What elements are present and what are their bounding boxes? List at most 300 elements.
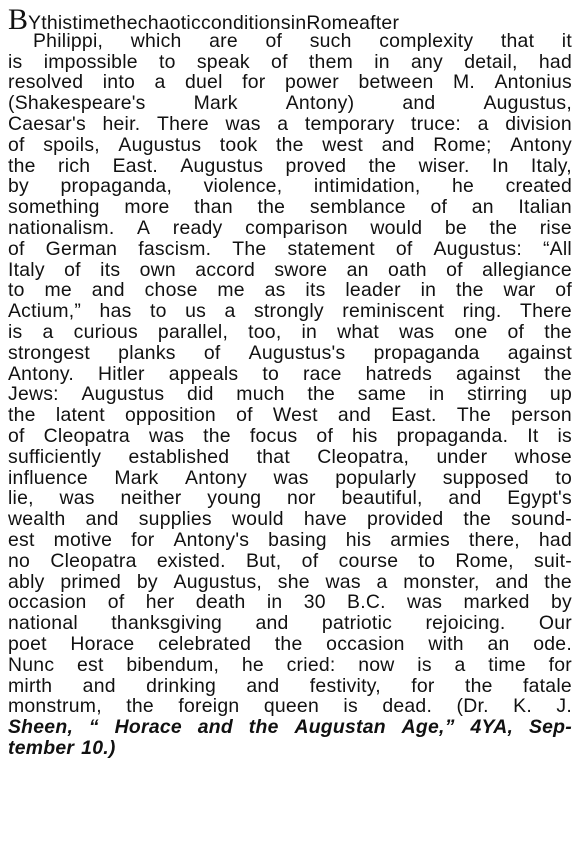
word: proved — [285, 154, 347, 177]
word: no — [8, 549, 31, 572]
word: resolved — [8, 71, 84, 94]
word: Sep- — [528, 716, 572, 739]
text-line-18 — [8, 364, 572, 385]
word: he — [241, 653, 264, 676]
word: to — [159, 50, 176, 73]
word: conditions — [200, 12, 291, 34]
word: an — [487, 632, 510, 655]
word: stirring — [467, 383, 528, 406]
word: (Dr. — [456, 695, 489, 718]
word: west — [322, 133, 364, 156]
word: in — [266, 591, 283, 614]
word: too, — [248, 320, 282, 343]
word: of — [507, 320, 525, 343]
word: Antonius — [494, 71, 572, 94]
word: them — [308, 50, 354, 73]
word: strongly — [253, 300, 324, 323]
word: ready — [172, 216, 223, 239]
word: lie, — [8, 487, 34, 510]
word: occasion — [326, 632, 405, 655]
word: chose — [144, 279, 198, 302]
word: K. — [513, 695, 532, 718]
word: fascism. — [138, 237, 212, 260]
word: of — [8, 133, 25, 156]
word: did — [187, 383, 214, 406]
word: rise — [539, 216, 572, 239]
word: the — [203, 424, 231, 447]
word: than — [194, 196, 233, 219]
word: primed — [60, 570, 122, 593]
word: the — [126, 695, 154, 718]
word: supposed — [442, 466, 529, 489]
word: the — [368, 154, 397, 177]
word: sufficiently — [8, 445, 102, 468]
word: planks — [118, 341, 176, 364]
word: “ — [88, 716, 99, 739]
word: ably — [8, 570, 45, 593]
word: Augustus — [118, 133, 202, 156]
drop-cap: B — [8, 3, 29, 36]
word: against — [507, 341, 572, 364]
word: Italy, — [530, 154, 572, 177]
word: and — [197, 716, 233, 739]
word: Italy — [8, 258, 45, 281]
word: semblance — [309, 196, 406, 219]
word: the — [8, 404, 36, 427]
word: what — [337, 320, 380, 343]
word: Antony — [185, 466, 247, 489]
word: the — [275, 133, 304, 156]
word: But, — [245, 549, 282, 572]
word: Cleopatra — [50, 549, 137, 572]
word: swore — [274, 258, 328, 281]
word: est — [8, 528, 35, 551]
word: up — [549, 383, 572, 406]
word: a — [224, 300, 236, 323]
word: fatale — [522, 674, 572, 697]
word: curious — [73, 320, 138, 343]
word: Actium,” — [8, 300, 82, 323]
word: Age,” — [401, 716, 455, 739]
word: that — [256, 445, 290, 468]
word: it — [561, 29, 572, 52]
word: comparison — [245, 216, 348, 239]
word: time — [72, 12, 111, 34]
word: parallel, — [157, 320, 229, 343]
word: chaotic — [137, 12, 201, 34]
word: and — [246, 674, 280, 697]
word: Mark — [114, 466, 159, 489]
word: would — [231, 508, 284, 531]
text-line-22 — [8, 447, 572, 468]
word: such — [309, 29, 352, 52]
word: in — [374, 50, 390, 73]
text-line-34 — [8, 696, 572, 717]
word: into — [102, 71, 136, 94]
word: Augustan — [294, 716, 386, 739]
word: war — [503, 279, 536, 302]
text-line-12 — [8, 239, 572, 260]
word: Augustus — [81, 383, 165, 406]
word: a — [42, 320, 54, 343]
word: Antony) — [285, 92, 355, 115]
text-line-33 — [8, 676, 572, 697]
word: there, — [468, 528, 520, 551]
word: the — [110, 12, 138, 34]
word: A — [137, 216, 151, 239]
word: with — [428, 632, 464, 655]
word: between — [358, 71, 434, 94]
text-line-15 — [8, 301, 572, 322]
word: which — [130, 29, 182, 52]
word: thanksgiving — [111, 612, 223, 635]
word: her — [145, 591, 175, 614]
word: the — [463, 508, 492, 531]
word: oath — [388, 258, 427, 281]
text-line-23 — [8, 468, 572, 489]
word: Hitler — [98, 362, 145, 385]
word: of — [8, 424, 25, 447]
word: heir. — [102, 112, 141, 135]
word: in — [420, 279, 437, 302]
text-line-36 — [8, 738, 572, 759]
word: would — [370, 216, 423, 239]
word: Mark — [193, 92, 238, 115]
word: now — [358, 653, 395, 676]
text-line-32 — [8, 655, 572, 676]
word: monster, — [403, 570, 480, 593]
text-line-13 — [8, 260, 572, 281]
word: hatreds — [365, 362, 433, 385]
word: Jews: — [8, 383, 59, 406]
word: after — [359, 12, 400, 34]
text-line-27 — [8, 551, 572, 572]
word: propaganda, — [60, 175, 173, 198]
text-line-28 — [8, 572, 572, 593]
word: and — [85, 508, 119, 531]
word: in — [428, 383, 445, 406]
word: bibendum, — [126, 653, 220, 676]
word: Rome; — [433, 133, 492, 156]
text-line-8 — [8, 156, 572, 177]
word: celebrated — [158, 632, 252, 655]
word: propaganda. — [396, 424, 509, 447]
word: his — [352, 424, 378, 447]
word: in — [301, 320, 318, 343]
word: the — [544, 362, 572, 385]
word: had — [538, 50, 572, 73]
word: us — [185, 300, 207, 323]
word: was — [273, 466, 309, 489]
word: an — [346, 258, 369, 281]
word: temporary — [304, 112, 395, 135]
word: own — [139, 258, 176, 281]
word: “All — [542, 237, 572, 260]
word: spoils, — [43, 133, 100, 156]
word: truce: — [411, 112, 462, 135]
word: the — [274, 632, 303, 655]
word: neither — [120, 487, 182, 510]
word: of — [301, 549, 319, 572]
word: against — [455, 362, 521, 385]
text-line-31 — [8, 634, 572, 655]
word: Y — [28, 12, 42, 34]
word: reminiscent — [342, 300, 445, 323]
word: a — [277, 112, 289, 135]
word: cried: — [286, 653, 336, 676]
word: its — [305, 279, 326, 302]
word: accord — [195, 258, 255, 281]
word: this — [41, 12, 73, 34]
word: nationalism. — [8, 216, 115, 239]
word: J. — [556, 695, 572, 718]
word: a — [477, 112, 489, 135]
text-line-3 — [8, 52, 572, 73]
word: basing — [268, 528, 327, 551]
word: 10.) — [81, 736, 116, 759]
word: for — [548, 653, 572, 676]
word: Cleopatra — [43, 424, 130, 447]
word: poet — [8, 632, 47, 655]
text-line-20 — [8, 405, 572, 426]
word: impossible — [43, 50, 138, 73]
word: she — [277, 570, 310, 593]
text-line-35 — [8, 717, 572, 738]
word: strongest — [8, 341, 91, 364]
text-line-1 — [8, 3, 572, 36]
word: of — [107, 591, 125, 614]
word: was — [399, 320, 435, 343]
word: of — [446, 258, 463, 281]
word: festivity, — [309, 674, 381, 697]
word: occasion — [8, 591, 87, 614]
word: of — [8, 237, 25, 260]
word: patriotic — [321, 612, 393, 635]
word: provided — [366, 508, 444, 531]
word: influence — [8, 466, 88, 489]
word: as — [264, 279, 286, 302]
word: are — [209, 29, 238, 52]
word: 4YA, — [470, 716, 514, 739]
word: by — [8, 175, 29, 198]
word: his — [345, 528, 372, 551]
word: detail, — [464, 50, 518, 73]
word: Augustus — [180, 154, 264, 177]
word: of — [203, 341, 221, 364]
article — [8, 3, 572, 759]
word: to — [8, 279, 25, 302]
word: ode. — [533, 632, 572, 655]
word: an — [471, 196, 494, 219]
word: its — [100, 258, 121, 281]
text-line-5 — [8, 93, 572, 114]
text-line-16 — [8, 322, 572, 343]
word: a — [154, 71, 166, 94]
word: wealth — [8, 508, 66, 531]
word: Our — [538, 612, 572, 635]
word: by — [550, 591, 572, 614]
word: was — [407, 591, 443, 614]
word: he — [452, 175, 475, 198]
word: of — [430, 196, 448, 219]
word: division — [505, 112, 572, 135]
word: Augustus, — [483, 92, 572, 115]
word: took — [219, 133, 258, 156]
word: There — [519, 300, 572, 323]
word: East. — [391, 404, 437, 427]
word: of — [265, 29, 283, 52]
text-line-21 — [8, 426, 572, 447]
word: one — [454, 320, 488, 343]
word: me — [217, 279, 245, 302]
word: and — [82, 674, 116, 697]
word: Caesar's — [8, 112, 86, 135]
word: in — [290, 12, 307, 34]
word: mirth — [8, 674, 53, 697]
text-line-24 — [8, 488, 572, 509]
word: Philippi, — [33, 29, 104, 52]
word: the — [257, 196, 286, 219]
word: of — [64, 258, 81, 281]
word: to — [149, 300, 167, 323]
text-line-6 — [8, 114, 572, 135]
word: person — [511, 404, 572, 427]
word: the — [307, 383, 336, 406]
word: is — [8, 320, 23, 343]
word: is — [557, 424, 572, 447]
word: had — [538, 528, 572, 551]
word: that — [500, 29, 535, 52]
word: the — [464, 674, 493, 697]
word: be — [444, 216, 467, 239]
word: of — [395, 237, 413, 260]
word: of — [316, 424, 334, 447]
word: was — [148, 424, 185, 447]
word: German — [45, 237, 118, 260]
word: was — [325, 570, 361, 593]
word: for — [131, 528, 155, 551]
word: B.C. — [347, 591, 386, 614]
word: by — [136, 570, 158, 593]
word: power — [284, 71, 340, 94]
word: and — [255, 612, 289, 635]
word: of — [271, 50, 288, 73]
word: In — [491, 154, 509, 177]
word: the — [8, 154, 36, 177]
word: was — [59, 487, 95, 510]
word: statement — [287, 237, 375, 260]
word: dead. — [382, 695, 433, 718]
word: Rome, — [455, 549, 514, 572]
word: rejoicing. — [425, 612, 506, 635]
word: time — [488, 653, 526, 676]
word: for — [411, 674, 435, 697]
word: Augustus: — [433, 237, 522, 260]
text-line-25 — [8, 509, 572, 530]
word: tember — [8, 736, 75, 759]
word: appeals — [168, 362, 239, 385]
word: to — [555, 466, 572, 489]
word: the — [455, 279, 484, 302]
word: Augustus, — [173, 570, 263, 593]
word: and — [381, 133, 415, 156]
word: Antony — [510, 133, 572, 156]
word: intimidation, — [313, 175, 421, 198]
word: a — [376, 570, 388, 593]
word: race — [302, 362, 342, 385]
word: have — [303, 508, 347, 531]
word: for — [242, 71, 266, 94]
word: me — [44, 279, 72, 302]
word: marked — [463, 591, 530, 614]
text-line-7 — [8, 135, 572, 156]
word: a — [454, 653, 466, 676]
word: more — [124, 196, 170, 219]
word: was — [225, 112, 261, 135]
word: est — [76, 653, 104, 676]
word: Italian — [518, 196, 572, 219]
word: wiser. — [418, 154, 470, 177]
word: much — [236, 383, 285, 406]
word: Augustus's — [248, 341, 346, 364]
word: West — [272, 404, 318, 427]
word: the — [248, 716, 279, 739]
word: and — [402, 92, 436, 115]
word: rich — [58, 154, 91, 177]
word: suit- — [534, 549, 572, 572]
word: leader — [345, 279, 401, 302]
word: to — [262, 362, 279, 385]
word: M. — [452, 71, 476, 94]
word: death — [195, 591, 246, 614]
word: allegiance — [482, 258, 572, 281]
word: complexity — [379, 29, 474, 52]
word: propaganda — [373, 341, 480, 364]
word: and — [91, 279, 125, 302]
word: something — [8, 196, 100, 219]
word: and — [337, 404, 372, 427]
text-line-11 — [8, 218, 572, 239]
word: It — [527, 424, 539, 447]
text-line-19 — [8, 384, 572, 405]
word: drinking — [146, 674, 217, 697]
word: monstrum, — [8, 695, 102, 718]
word: whose — [514, 445, 572, 468]
word: latent — [55, 404, 105, 427]
word: sound- — [511, 508, 572, 531]
word: same — [357, 383, 407, 406]
word: established — [128, 445, 230, 468]
word: Sheen, — [8, 716, 74, 739]
word: national — [8, 612, 78, 635]
word: Antony. — [8, 362, 75, 385]
word: the — [489, 216, 518, 239]
word: speak — [196, 50, 250, 73]
word: The — [232, 237, 267, 260]
word: foreign — [178, 695, 240, 718]
text-line-10 — [8, 197, 572, 218]
text-line-14 — [8, 280, 572, 301]
word: has — [99, 300, 132, 323]
word: motive — [53, 528, 113, 551]
text-line-17 — [8, 343, 572, 364]
text-line-4 — [8, 72, 572, 93]
word: queen — [263, 695, 319, 718]
word: Egypt's — [507, 487, 572, 510]
word: is — [8, 50, 23, 73]
word: 30 — [303, 591, 326, 614]
word: to — [418, 549, 436, 572]
